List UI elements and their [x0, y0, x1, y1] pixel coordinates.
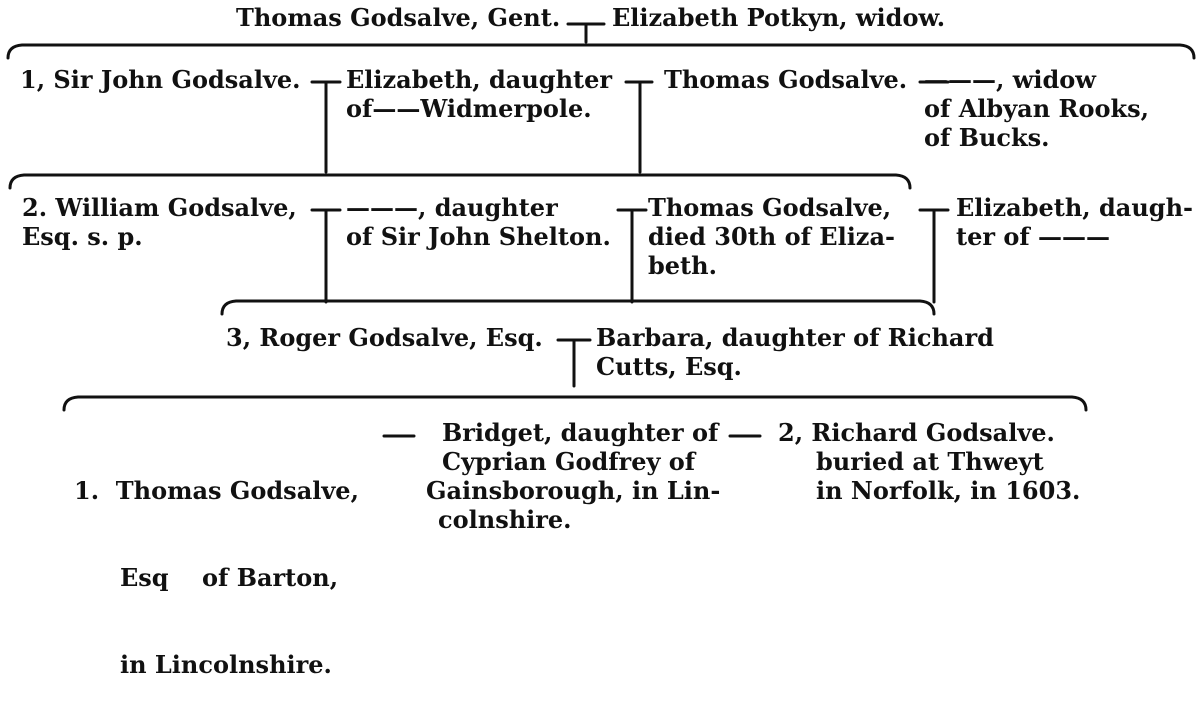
elizabeth-widmerpole: Elizabeth, daughter of——Widmerpole. [346, 65, 613, 123]
bracket-gen1 [8, 45, 1194, 58]
marriage-line-gen0 [568, 24, 604, 42]
widow-albyan-rooks: ———, widow of Albyan Rooks, of Bucks. [924, 65, 1149, 152]
elizabeth-potkyn: Elizabeth Potkyn, widow. [612, 3, 946, 32]
marriage-line-william [312, 210, 340, 302]
bracket-gen4 [64, 397, 1086, 410]
marriage-line-elizabeth2 [920, 210, 948, 302]
thomas-godsalve-gen2: Thomas Godsalve, died 30th of Eliza- beth. [648, 193, 895, 280]
marriage-line-thomas [626, 82, 652, 172]
thomas-godsalve-barton: 1. Thomas Godsalve, Esq of Barton, in Lincolnshire. [74, 476, 359, 679]
marriage-line-thomas2 [618, 210, 646, 302]
bracket-gen2 [10, 175, 910, 188]
elizabeth-daughter-gen2: Elizabeth, daugh- ter of ——— [956, 193, 1193, 251]
barbara-cutts: Barbara, daughter of Richard Cutts, Esq. [596, 323, 994, 381]
bridget-godfrey: Bridget, daughter of Cyprian Godfrey of Gainsborough, in Lin- colnshire. [426, 418, 721, 534]
william-godsalve: 2. William Godsalve, Esq. s. p. [22, 193, 297, 251]
daughter-john-shelton: ———, daughter of Sir John Shelton. [346, 193, 611, 251]
marriage-line-roger [558, 340, 590, 386]
richard-godsalve: 2, Richard Godsalve. buried at Thweyt in Norfolk, in 1603. [778, 418, 1081, 505]
thomas-godsalve-gent: Thomas Godsalve, Gent. [236, 3, 561, 32]
sir-john-godsalve: 1, Sir John Godsalve. [20, 65, 301, 94]
bracket-gen3 [222, 301, 934, 314]
roger-godsalve: 3, Roger Godsalve, Esq. [226, 323, 543, 352]
marriage-line-john [312, 82, 340, 172]
thomas-godsalve-gen1: Thomas Godsalve. [664, 65, 908, 94]
